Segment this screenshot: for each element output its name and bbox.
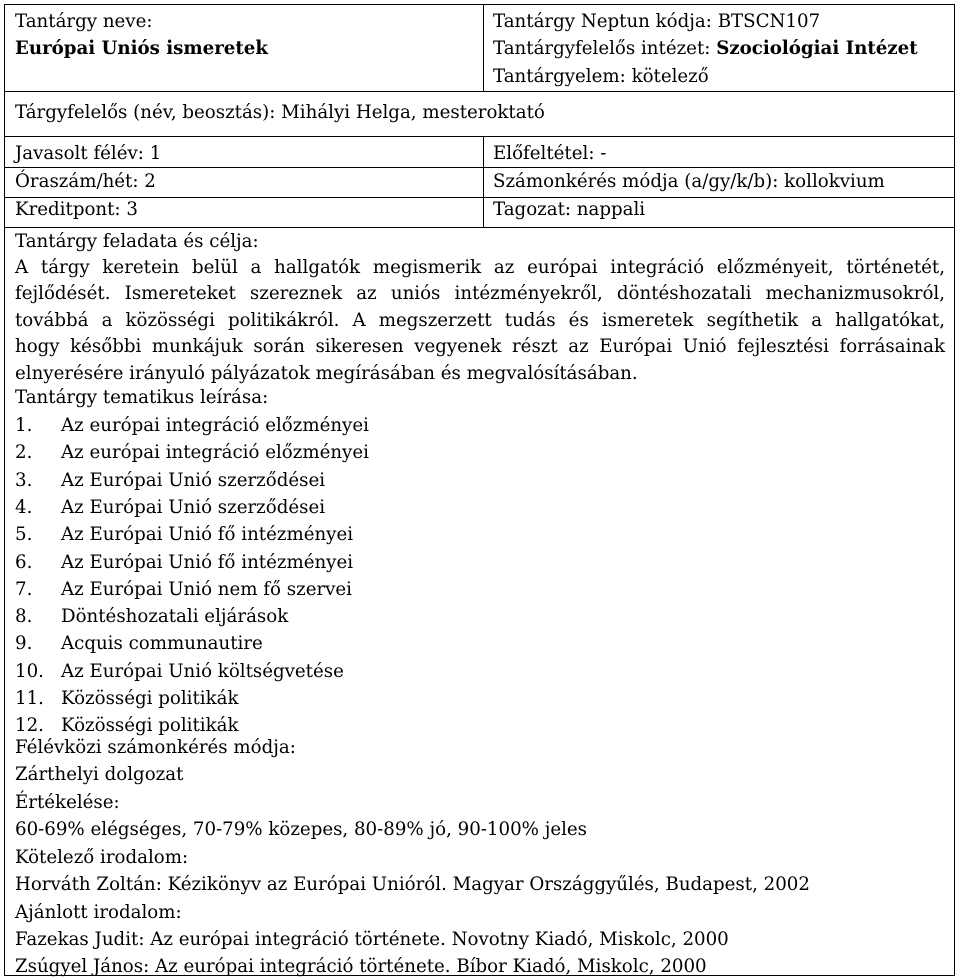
element-value: kötelező [631, 66, 709, 87]
topic-item [15, 717, 239, 735]
topic-item [15, 635, 263, 653]
topic-number: 2. [15, 442, 33, 463]
topic-number: 3. [15, 470, 33, 491]
objective-line: A tárgy keretein belül a hallgatók megismerik az európai integráció előzményeit, történetét, [15, 257, 945, 278]
required-lit-label: Kötelező irodalom: [15, 847, 189, 868]
topic-item [15, 581, 352, 599]
neptun-code: BTSCN107 [717, 11, 821, 32]
topic-number: 12. [15, 715, 44, 736]
topic-number: 7. [15, 579, 33, 600]
topic-text: Az Európai Unió fő intézményei [61, 524, 354, 545]
objective-line: elnyerésére irányuló pályázatok megírásában és megvalósításában. [15, 363, 638, 384]
topic-item [15, 499, 325, 517]
topic-text: Az Európai Unió szerződései [61, 497, 326, 518]
responsible-value: Mihályi Helga, mesteroktató [281, 102, 545, 123]
prerequisite: Előfeltétel: - [493, 143, 607, 164]
credits: Kreditpont: 3 [15, 199, 138, 220]
element-line [493, 68, 709, 86]
topic-text: Közösségi politikák [61, 688, 239, 709]
divider [5, 197, 954, 198]
topic-text: Az Európai Unió fő intézményei [61, 552, 354, 573]
responsible-line [15, 104, 545, 122]
recommended-lit-item: Fazekas Judit: Az európai integráció története. Novotny Kiadó, Miskolc, 2000 [15, 929, 729, 950]
neptun-line [493, 13, 820, 31]
objective-line: hogy későbbi munkájuk során sikeresen vegyenek részt az Európai Unió fejlesztési forrásainak [15, 336, 945, 357]
objective-line: továbbá a közösségi politikákról. A megszerzett tudás és ismeretek segíthetik a hallgatókat, [15, 310, 945, 331]
topic-number: 8. [15, 606, 33, 627]
topic-item [15, 608, 288, 626]
divider [5, 227, 954, 228]
topic-item [15, 444, 369, 462]
neptun-label: Tantárgy Neptun kódja: [493, 11, 712, 32]
topic-item [15, 663, 344, 681]
topic-number: 9. [15, 633, 33, 654]
hours-per-week: Óraszám/hét: 2 [15, 171, 156, 192]
topic-text: Az európai integráció előzményei [61, 442, 369, 463]
topic-number: 5. [15, 524, 33, 545]
topic-number: 1. [15, 415, 33, 436]
divider [5, 136, 954, 137]
topic-number: 10. [15, 661, 44, 682]
topic-number: 4. [15, 497, 33, 518]
topic-item [15, 417, 369, 435]
topic-number: 6. [15, 552, 33, 573]
topic-text: Az Európai Unió nem fő szervei [61, 579, 352, 600]
topic-text: Az Európai Unió költségvetése [61, 661, 344, 682]
institute-label: Tantárgyfelelős intézet: [493, 38, 711, 59]
topic-item [15, 690, 239, 708]
assessment-mode: Számonkérés módja (a/gy/k/b): kollokvium [493, 171, 885, 192]
subject-name: Európai Uniós ismeretek [15, 38, 268, 59]
divider [5, 167, 954, 168]
recommended-lit-label: Ajánlott irodalom: [15, 902, 182, 923]
study-mode: Tagozat: nappali [493, 199, 646, 220]
recommended-lit-item: Zsúgyel János: Az európai integráció története. Bíbor Kiadó, Miskolc, 2000 [15, 956, 707, 977]
divider [5, 91, 954, 92]
institute-line [493, 40, 918, 58]
course-sheet [4, 4, 955, 976]
meta-divider [483, 136, 484, 227]
topic-number: 11. [15, 688, 44, 709]
topic-text: Döntéshozatali eljárások [61, 606, 289, 627]
semester: Javasolt félév: 1 [15, 143, 162, 164]
topic-item [15, 554, 353, 572]
required-lit-item: Horváth Zoltán: Kézikönyv az Európai Unióról. Magyar Országgyűlés, Budapest, 2002 [15, 874, 810, 895]
grading-value: 60-69% elégséges, 70-79% közepes, 80-89% jó, 90-100% jeles [15, 819, 588, 840]
topic-text: Közösségi politikák [61, 715, 239, 736]
topic-text: Az európai integráció előzményei [61, 415, 369, 436]
midterm-value: Zárthelyi dolgozat [15, 764, 184, 785]
responsible-label: Tárgyfelelős (név, beosztás): [15, 102, 276, 123]
topic-item [15, 526, 353, 544]
header-divider [483, 5, 484, 91]
topic-item [15, 472, 325, 490]
grading-label: Értékelése: [15, 792, 120, 813]
objective-label: Tantárgy feladata és célja: [15, 231, 259, 252]
subject-name-label: Tantárgy neve: [15, 11, 153, 32]
objective-line: fejlődését. Ismereteket szereznek az uniós intézményekről, döntéshozatali mechanizmusokról, [15, 283, 945, 304]
topic-text: Acquis communautire [61, 633, 263, 654]
topic-text: Az Európai Unió szerződései [61, 470, 326, 491]
institute-name: Szociológiai Intézet [716, 38, 918, 59]
topics-label: Tantárgy tematikus leírása: [15, 387, 269, 408]
midterm-label: Félévközi számonkérés módja: [15, 737, 296, 758]
element-label: Tantárgyelem: [493, 66, 626, 87]
